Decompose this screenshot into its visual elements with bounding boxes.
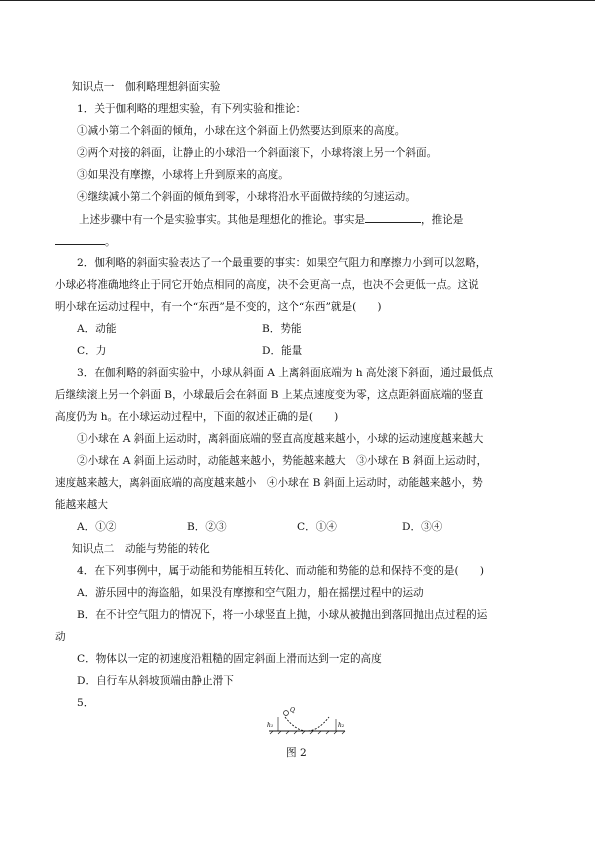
q2-option-c[interactable]: C．力 xyxy=(77,345,107,357)
q3-line-3: 高度仍为 h。在小球运动过程中，下面的叙述正确的是( ) xyxy=(55,411,339,423)
q4-option-c[interactable]: C．物体以一定的初速度沿粗糙的固定斜面上滑而达到一定的高度 xyxy=(77,653,382,665)
q3-line-2: 后继续滚上另一个斜面 B，小球最后会在斜面 B 上某点速度变为零，这点距斜面底端的竖直 xyxy=(55,389,484,401)
page-top-rule xyxy=(0,0,595,1)
q1-item-2: ②两个对接的斜面，让静止的小球沿一个斜面滚下，小球将滚上另一个斜面。 xyxy=(77,147,438,159)
q1-tail xyxy=(79,212,595,227)
q1-stem: 1．关于伽利略的理想实验，有下列实验和推论： xyxy=(77,103,307,115)
q4-stem: 4．在下列事例中，属于动能和势能相互转化、而动能和势能的总和保持不变的是( ) xyxy=(77,565,484,577)
q2-option-b[interactable]: B．势能 xyxy=(262,323,302,335)
q4-option-a[interactable]: A．游乐园中的海盗船，如果没有摩擦和空气阻力，船在摇摆过程中的运动 xyxy=(77,587,424,599)
swing-path xyxy=(285,717,329,731)
q4-option-b-cont: 动 xyxy=(55,631,66,643)
q1-tail-line2 xyxy=(55,234,595,249)
q1-item-4: ④继续减小第二个斜面的倾角到零，小球将沿水平面做持续的匀速运动。 xyxy=(77,191,416,203)
q3-option-d[interactable]: D．③④ xyxy=(402,521,443,533)
q5-number: 5． xyxy=(77,697,95,709)
q3-statement-2: ②小球在 A 斜面上运动时，动能越来越小，势能越来越大 ③小球在 B 斜面上运动时， xyxy=(77,455,488,467)
q3-statement-1: ①小球在 A 斜面上运动时，离斜面底端的竖直高度越来越小，小球的运动速度越来越大 xyxy=(77,433,484,445)
section1-heading: 知识点一 伽利略理想斜面实验 xyxy=(72,81,221,93)
q1-item-1: ①减小第二个斜面的倾角，小球在这个斜面上仍然要达到原来的高度。 xyxy=(77,125,406,137)
q3-option-b[interactable]: B．②③ xyxy=(187,521,227,533)
label-h2: h₂ xyxy=(338,722,345,729)
section2-heading: 知识点二 动能与势能的转化 xyxy=(72,543,210,555)
q2-line-3: 明小球在运动过程中，有一个“东西”是不变的，这个“东西”就是( ) xyxy=(55,301,382,313)
q3-line-1: 3．在伽利略的斜面实验中，小球从斜面 A 上离斜面底端为 h 高处滚下斜面，通过最低点 xyxy=(77,367,494,379)
q2-option-d[interactable]: D．能量 xyxy=(262,345,303,357)
q1-tail-text-c: 。 xyxy=(105,236,116,248)
q2-line-2: 小球必将准确地终止于同它开始点相同的高度，决不会更高一点，也决不会更低一点。这说 xyxy=(55,279,479,291)
q1-item-3: ③如果没有摩擦，小球将上升到原来的高度。 xyxy=(77,169,289,181)
q3-option-c[interactable]: C．①④ xyxy=(297,521,337,533)
q1-answer-blank-fact[interactable] xyxy=(365,212,421,223)
q4-option-b[interactable]: B．在不计空气阻力的情况下，将一小球竖直上抛，小球从被抛出到落回抛出点过程的运 xyxy=(77,609,488,621)
figure-2-pendulum-track xyxy=(265,705,349,737)
q1-tail-text-a: 上述步骤中有一个是实验事实。其他是理想化的推论。事实是 xyxy=(79,214,366,226)
q2-line-1: 2．伽利略的斜面实验表达了一个最重要的事实：如果空气阻力和摩擦力小到可以忽略， xyxy=(77,257,487,269)
q2-option-a[interactable]: A．动能 xyxy=(77,323,117,335)
q3-statement-4: 能越来越大 xyxy=(55,499,108,511)
label-h1: h₁ xyxy=(267,722,274,729)
q1-answer-blank-inference[interactable] xyxy=(55,234,105,245)
q3-option-a[interactable]: A．①② xyxy=(77,521,117,533)
q3-statement-3: 速度越来越大，离斜面底端的高度越来越小 ④小球在 B 斜面上运动时，动能越来越小，势 xyxy=(55,477,483,489)
label-q: Q xyxy=(290,707,295,714)
q4-option-d[interactable]: D．自行车从斜坡顶端由静止滑下 xyxy=(77,675,234,687)
q1-tail-text-b: ，推论是 xyxy=(421,214,464,226)
ball xyxy=(284,711,289,716)
figure-2-caption: 图 2 xyxy=(286,747,307,759)
